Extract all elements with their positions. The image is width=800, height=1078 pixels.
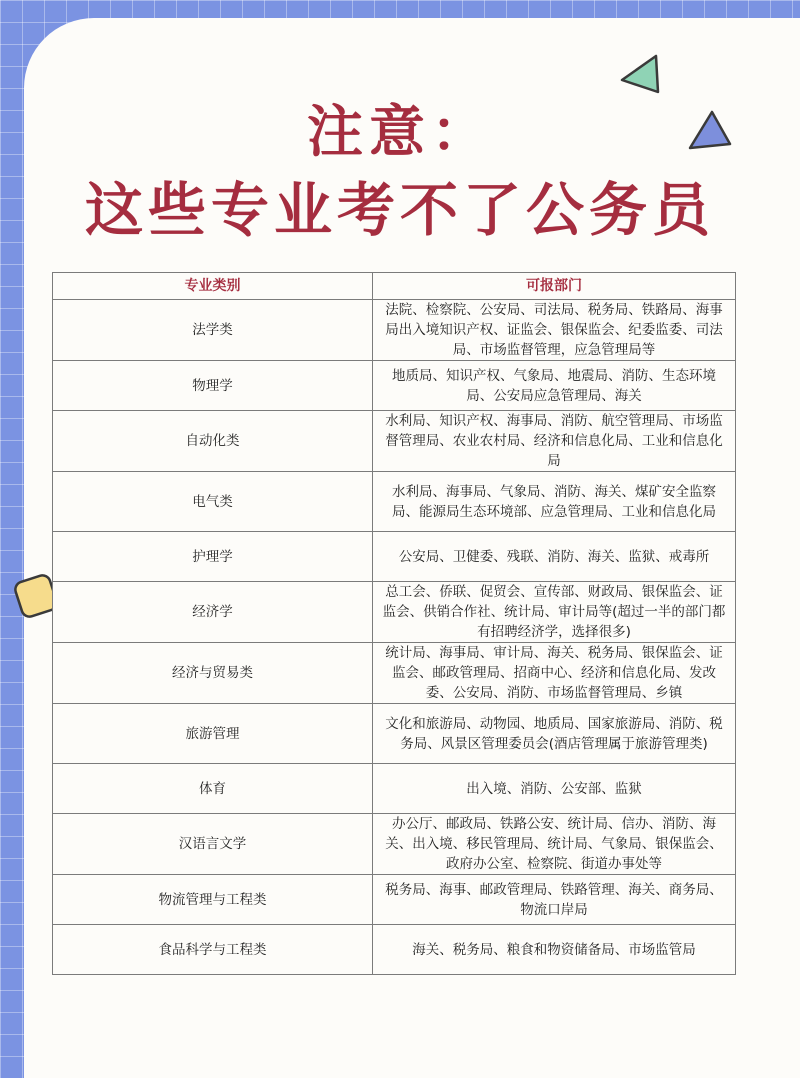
major-cell: 电气类	[53, 472, 373, 532]
major-cell: 法学类	[53, 300, 373, 361]
major-cell: 经济与贸易类	[53, 643, 373, 704]
page-title-line1: 注意：	[307, 100, 493, 165]
major-cell: 汉语言文学	[53, 814, 373, 875]
header-major-category: 专业类别	[53, 273, 373, 300]
table-row	[53, 704, 736, 764]
departments-cell: 出入境、消防、公安部、监狱	[373, 764, 736, 814]
table-row	[53, 582, 736, 643]
major-cell: 经济学	[53, 582, 373, 643]
table-row	[53, 875, 736, 925]
major-cell: 旅游管理	[53, 704, 373, 764]
major-cell: 体育	[53, 764, 373, 814]
table-row	[53, 925, 736, 975]
table-row	[53, 643, 736, 704]
table-row	[53, 764, 736, 814]
major-cell: 物流管理与工程类	[53, 875, 373, 925]
departments-cell: 地质局、知识产权、气象局、地震局、消防、生态环境局、公安局应急管理局、海关	[373, 361, 736, 411]
departments-cell: 总工会、侨联、促贸会、宣传部、财政局、银保监会、证监会、供销合作社、统计局、审计局等(超过一半的部门都有招聘经济学，选择很多)	[373, 582, 736, 643]
page-title-line2: 这些专业考不了公务员	[84, 176, 715, 244]
departments-cell: 公安局、卫健委、残联、消防、海关、监狱、戒毒所	[373, 532, 736, 582]
table-row	[53, 532, 736, 582]
major-cell: 自动化类	[53, 411, 373, 472]
departments-cell: 法院、检察院、公安局、司法局、税务局、铁路局、海事局出入境知识产权、证监会、银保监会、纪委监委、司法局、市场监督管理，应急管理局等	[373, 300, 736, 361]
table-row	[53, 814, 736, 875]
departments-cell: 文化和旅游局、动物园、地质局、国家旅游局、消防、税务局、风景区管理委员会(酒店管理属于旅游管理类)	[373, 704, 736, 764]
departments-cell: 办公厅、邮政局、铁路公安、统计局、信办、消防、海关、出入境、移民管理局、统计局、气象局、银保监会、政府办公室、检察院、街道办事处等	[373, 814, 736, 875]
header-departments: 可报部门	[373, 273, 736, 300]
departments-cell: 海关、税务局、粮食和物资储备局、市场监管局	[373, 925, 736, 975]
departments-cell: 统计局、海事局、审计局、海关、税务局、银保监会、证监会、邮政管理局、招商中心、经济和信息化局、发改委、公安局、消防、市场监督管理局、乡镇	[373, 643, 736, 704]
departments-cell: 水利局、知识产权、海事局、消防、航空管理局、市场监督管理局、农业农村局、经济和信息化局、工业和信息化局	[373, 411, 736, 472]
departments-cell: 水利局、海事局、气象局、消防、海关、煤矿安全监察局、能源局生态环境部、应急管理局、工业和信息化局	[373, 472, 736, 532]
table-row	[53, 472, 736, 532]
majors-table	[52, 272, 736, 975]
major-cell: 物理学	[53, 361, 373, 411]
major-cell: 护理学	[53, 532, 373, 582]
departments-cell: 税务局、海事、邮政管理局、铁路管理、海关、商务局、物流口岸局	[373, 875, 736, 925]
major-cell: 食品科学与工程类	[53, 925, 373, 975]
table-row	[53, 300, 736, 361]
table-row	[53, 361, 736, 411]
table-row	[53, 411, 736, 472]
table-header-row	[53, 273, 736, 300]
